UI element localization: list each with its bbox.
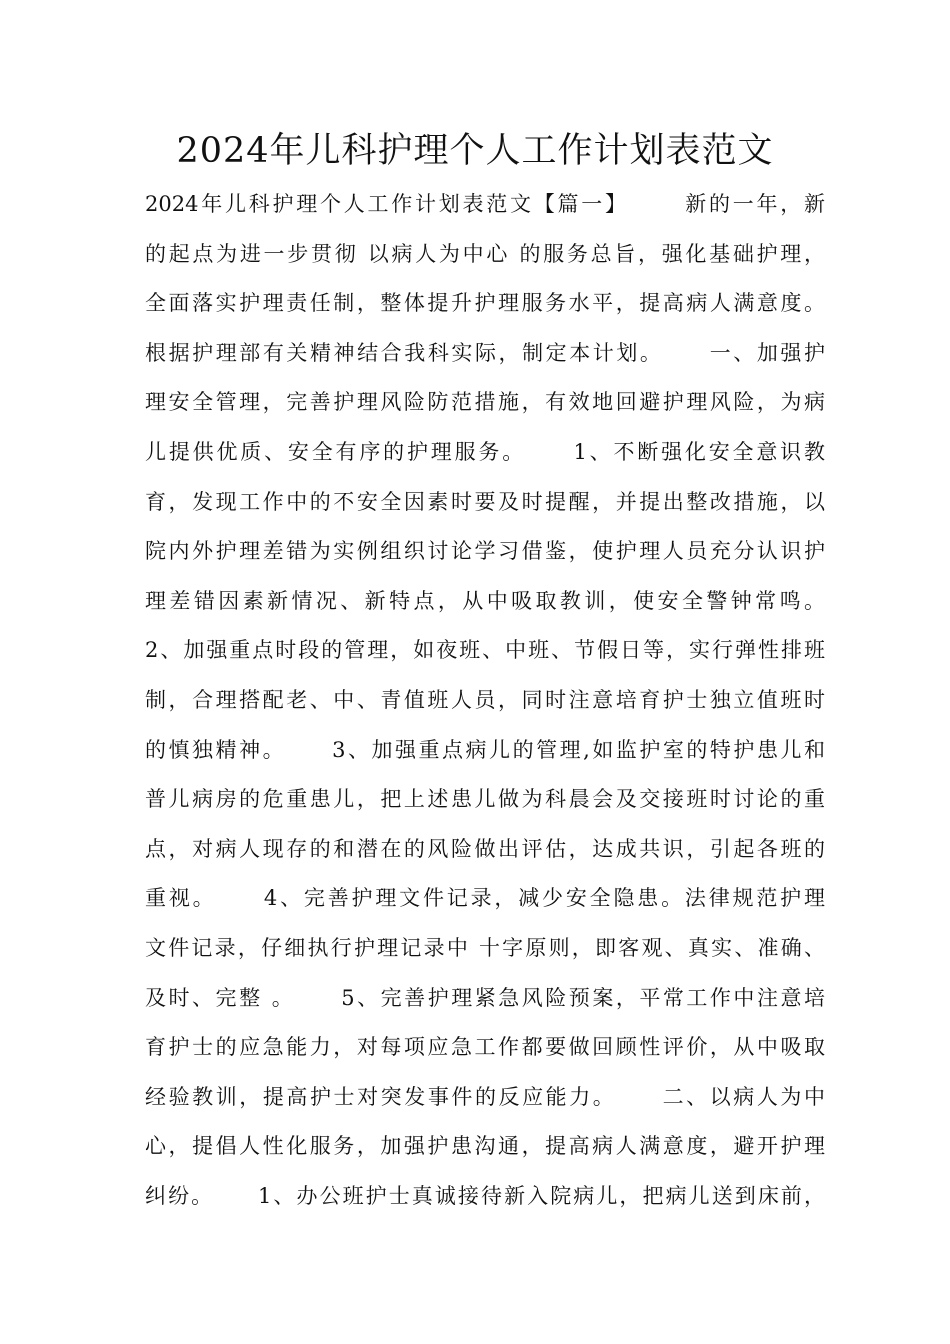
body-line: 理差错因素新情况、新特点，从中吸取教训，使安全警钟常鸣。 <box>145 588 825 613</box>
body-line: 2024年儿科护理个人工作计划表范文【篇一】 新的一年，新 <box>145 192 825 216</box>
body-line: 儿提供优质、安全有序的护理服务。 1、不断强化安全意识教 <box>145 439 825 464</box>
body-line: 经验教训，提高护士对突发事件的反应能力。 二、以病人为中 <box>145 1084 825 1109</box>
body-line: 纠纷。 1、办公班护士真诚接待新入院病儿，把病儿送到床前， <box>145 1183 825 1208</box>
body-line: 院内外护理差错为实例组织讨论学习借鉴，使护理人员充分认识护 <box>145 539 825 564</box>
document-title: 2024年儿科护理个人工作计划表范文 <box>176 131 774 171</box>
body-line: 全面落实护理责任制，整体提升护理服务水平，提高病人满意度。 <box>145 291 825 316</box>
body-line: 心，提倡人性化服务，加强护患沟通，提高病人满意度，避开护理 <box>145 1134 825 1159</box>
body-line: 点，对病人现存的和潜在的风险做出评估，达成共识，引起各班的 <box>145 836 825 861</box>
document-body <box>145 180 825 1221</box>
body-line: 普儿病房的危重患儿，把上述患儿做为科晨会及交接班时讨论的重 <box>145 787 825 812</box>
body-line: 重视。 4、完善护理文件记录，减少安全隐患。法律规范护理 <box>145 886 825 911</box>
body-line: 文件记录，仔细执行护理记录中 十字原则，即客观、真实、准确、 <box>145 935 825 960</box>
body-line: 根据护理部有关精神结合我科实际，制定本计划。 一、加强护 <box>145 340 825 365</box>
body-line: 制，合理搭配老、中、青值班人员，同时注意培育护士独立值班时 <box>145 687 825 712</box>
body-line: 理安全管理，完善护理风险防范措施，有效地回避护理风险，为病 <box>145 390 825 415</box>
body-line: 育，发现工作中的不安全因素时要及时提醒，并提出整改措施，以 <box>145 489 825 514</box>
body-line: 的慎独精神。 3、加强重点病儿的管理,如监护室的特护患儿和 <box>145 737 825 762</box>
body-line: 育护士的应急能力，对每项应急工作都要做回顾性评价，从中吸取 <box>145 1035 825 1060</box>
body-line: 的起点为进一步贯彻 以病人为中心 的服务总旨，强化基础护理， <box>145 241 825 266</box>
body-line: 及时、完整 。 5、完善护理紧急风险预案，平常工作中注意培 <box>145 985 825 1010</box>
body-line: 2、加强重点时段的管理，如夜班、中班、节假日等，实行弹性排班 <box>145 638 825 663</box>
